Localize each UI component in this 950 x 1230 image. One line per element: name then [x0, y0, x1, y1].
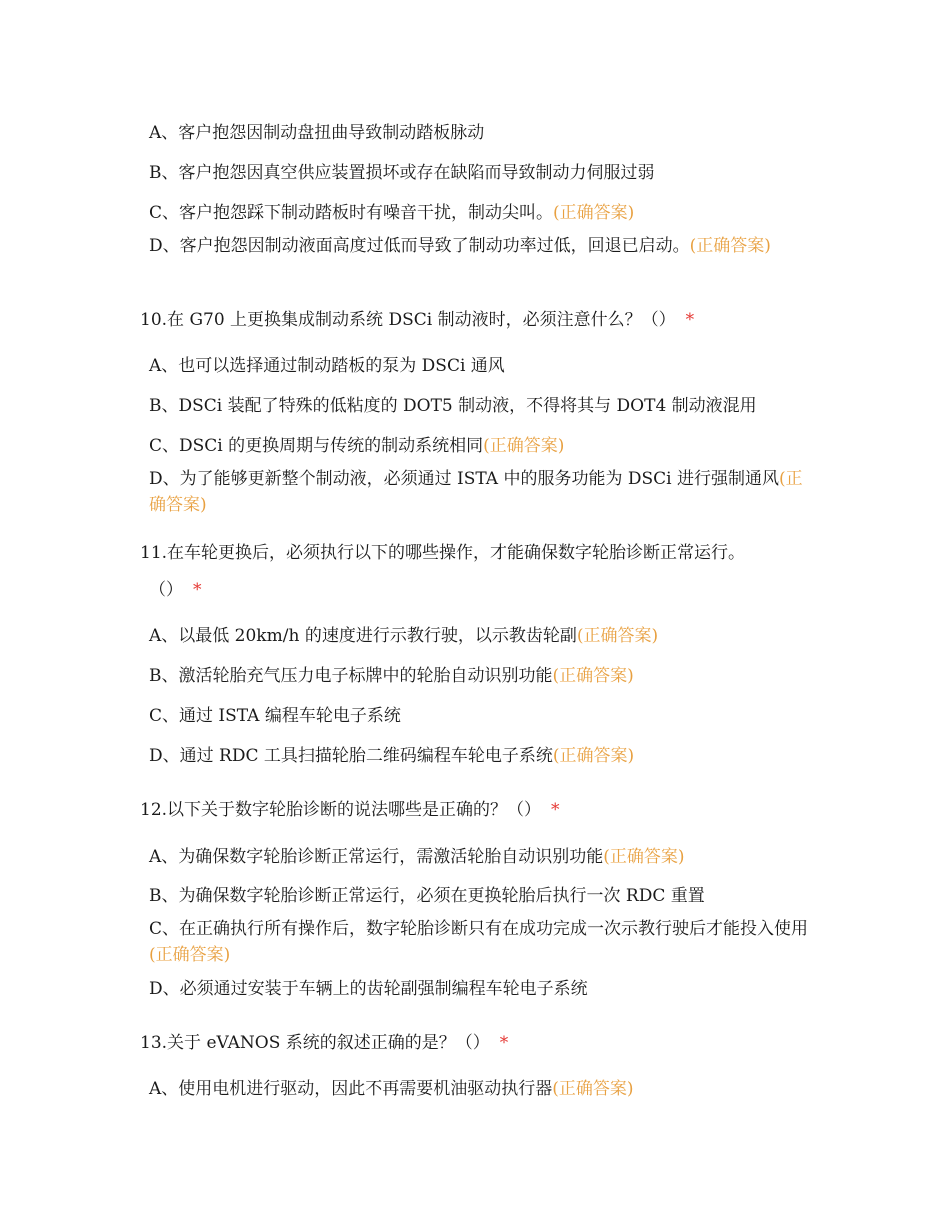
option[interactable]: [149, 916, 809, 968]
option-text: C、DSCi 的更换周期与传统的制动系统相同: [149, 436, 484, 456]
question-stem: [140, 540, 800, 566]
option[interactable]: [149, 393, 809, 419]
option[interactable]: [149, 623, 809, 649]
option-text: A、也可以选择通过制动踏板的泵为 DSCi 通风: [149, 356, 505, 376]
option[interactable]: [149, 663, 809, 689]
option-text: D、为了能够更新整个制动液，必须通过 ISTA 中的服务功能为 DSCi 进行强制通风: [149, 469, 780, 489]
question-stem: [140, 797, 800, 823]
question-stem: [140, 307, 800, 333]
stem-text: 13.关于 eVANOS 系统的叙述正确的是？（）: [140, 1033, 490, 1053]
stem-text: 12.以下关于数字轮胎诊断的说法哪些是正确的？（）: [140, 800, 542, 820]
correct-answer-label: (正确答案): [576, 626, 659, 646]
option[interactable]: [149, 1076, 809, 1102]
option-text: D、通过 RDC 工具扫描轮胎二维码编程车轮电子系统: [149, 746, 553, 766]
option-text: D、必须通过安装于车辆上的齿轮副强制编程车轮电子系统: [149, 979, 588, 999]
option[interactable]: [149, 160, 809, 186]
option-text: A、以最低 20km/h 的速度进行示教行驶，以示教齿轮副: [149, 626, 577, 646]
correct-answer-label: (正确答案): [149, 469, 803, 515]
option-text: C、通过 ISTA 编程车轮电子系统: [149, 706, 401, 726]
option[interactable]: [149, 976, 809, 1002]
correct-answer-label: (正确答案): [689, 236, 771, 256]
required-mark: *: [499, 1033, 509, 1053]
option-text: B、为确保数字轮胎诊断正常运行，必须在更换轮胎后执行一次 RDC 重置: [149, 886, 705, 906]
option[interactable]: [149, 353, 809, 379]
correct-answer-label: (正确答案): [149, 945, 231, 965]
required-mark: *: [685, 310, 695, 330]
stem-text: （）: [149, 580, 183, 600]
option[interactable]: [149, 883, 809, 909]
correct-answer-label: (正确答案): [552, 746, 635, 766]
correct-answer-label: (正确答案): [552, 666, 634, 686]
option[interactable]: [149, 120, 809, 146]
option[interactable]: [149, 743, 809, 769]
option-text: B、DSCi 装配了特殊的低粘度的 DOT5 制动液，不得将其与 DOT4 制动液混用: [149, 396, 757, 416]
required-mark: *: [193, 580, 202, 600]
option[interactable]: [149, 433, 809, 459]
stem-text: 11.在车轮更换后，必须执行以下的哪些操作，才能确保数字轮胎诊断正常运行。: [140, 543, 746, 563]
option[interactable]: [149, 200, 809, 226]
option[interactable]: [149, 466, 809, 518]
option-text: A、客户抱怨因制动盘扭曲导致制动踏板脉动: [149, 123, 485, 143]
option-text: C、客户抱怨踩下制动踏板时有噪音干扰，制动尖叫。: [149, 203, 554, 223]
correct-answer-label: (正确答案): [553, 203, 635, 223]
stem-text: 10.在 G70 上更换集成制动系统 DSCi 制动液时，必须注意什么？（）: [140, 310, 676, 330]
option[interactable]: [149, 844, 809, 870]
option-text: A、使用电机进行驱动，因此不再需要机油驱动执行器: [149, 1079, 553, 1099]
question-stem-cont: [149, 577, 809, 603]
required-mark: *: [551, 800, 560, 820]
option-text: A、为确保数字轮胎诊断正常运行，需激活轮胎自动识别功能: [149, 847, 604, 867]
option[interactable]: [149, 703, 809, 729]
correct-answer-label: (正确答案): [552, 1079, 634, 1099]
option-text: C、在正确执行所有操作后，数字轮胎诊断只有在成功完成一次示教行驶后才能投入使用: [149, 919, 809, 939]
option-text: D、客户抱怨因制动液面高度过低而导致了制动功率过低，回退已启动。: [149, 236, 690, 256]
option-text: B、客户抱怨因真空供应装置损坏或存在缺陷而导致制动力伺服过弱: [149, 163, 655, 183]
question-stem: [140, 1030, 800, 1056]
option[interactable]: [149, 233, 809, 259]
option-text: B、激活轮胎充气压力电子标牌中的轮胎自动识别功能: [149, 666, 553, 686]
correct-answer-label: (正确答案): [483, 436, 565, 456]
correct-answer-label: (正确答案): [603, 847, 685, 867]
